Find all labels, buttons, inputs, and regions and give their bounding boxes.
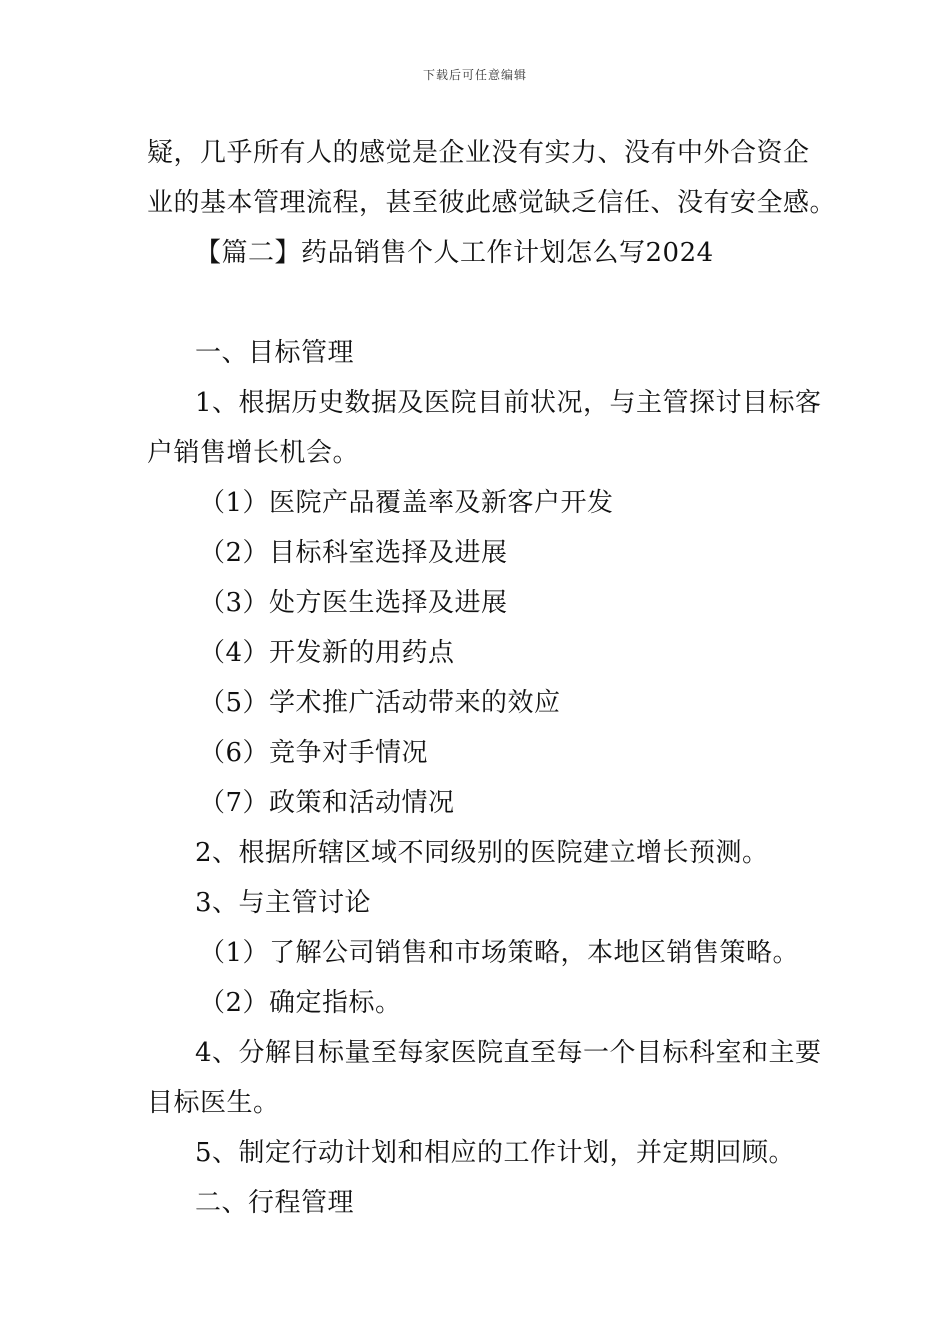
paragraph-line: 业的基本管理流程，甚至彼此感觉缺乏信任、没有安全感。 [147, 188, 837, 218]
heading-target-management: 一、目标管理 [195, 338, 355, 368]
sub-list-item: （1）医院产品覆盖率及新客户开发 [199, 488, 614, 518]
document-body [147, 128, 837, 1228]
header-note: 下载后可任意编辑 [422, 68, 527, 82]
list-item: 3、与主管讨论 [195, 888, 372, 918]
list-item-continuation: 户销售增长机会。 [147, 438, 360, 468]
sub-list-item: （3）处方医生选择及进展 [199, 588, 508, 618]
sub-list-item: （7）政策和活动情况 [199, 788, 455, 818]
list-item: 5、制定行动计划和相应的工作计划，并定期回顾。 [195, 1138, 796, 1168]
sub-list-item: （1）了解公司销售和市场策略，本地区销售策略。 [199, 938, 800, 968]
heading-schedule-management: 二、行程管理 [195, 1188, 355, 1218]
list-item: 1、根据历史数据及医院目前状况，与主管探讨目标客 [195, 388, 822, 418]
sub-list-item: （2）目标科室选择及进展 [199, 538, 508, 568]
sub-list-item: （6）竞争对手情况 [199, 738, 429, 768]
paragraph-line: 疑，几乎所有人的感觉是企业没有实力、没有中外合资企 [147, 138, 810, 168]
sub-list-item: （5）学术推广活动带来的效应 [199, 688, 561, 718]
section-heading: 【篇二】药品销售个人工作计划怎么写2024 [195, 238, 714, 268]
sub-list-item: （2）确定指标。 [199, 988, 402, 1018]
list-item-continuation: 目标医生。 [147, 1088, 280, 1118]
blank-line [147, 278, 817, 328]
list-item: 4、分解目标量至每家医院直至每一个目标科室和主要 [195, 1038, 822, 1068]
list-item: 2、根据所辖区域不同级别的医院建立增长预测。 [195, 838, 769, 868]
sub-list-item: （4）开发新的用药点 [199, 638, 455, 668]
